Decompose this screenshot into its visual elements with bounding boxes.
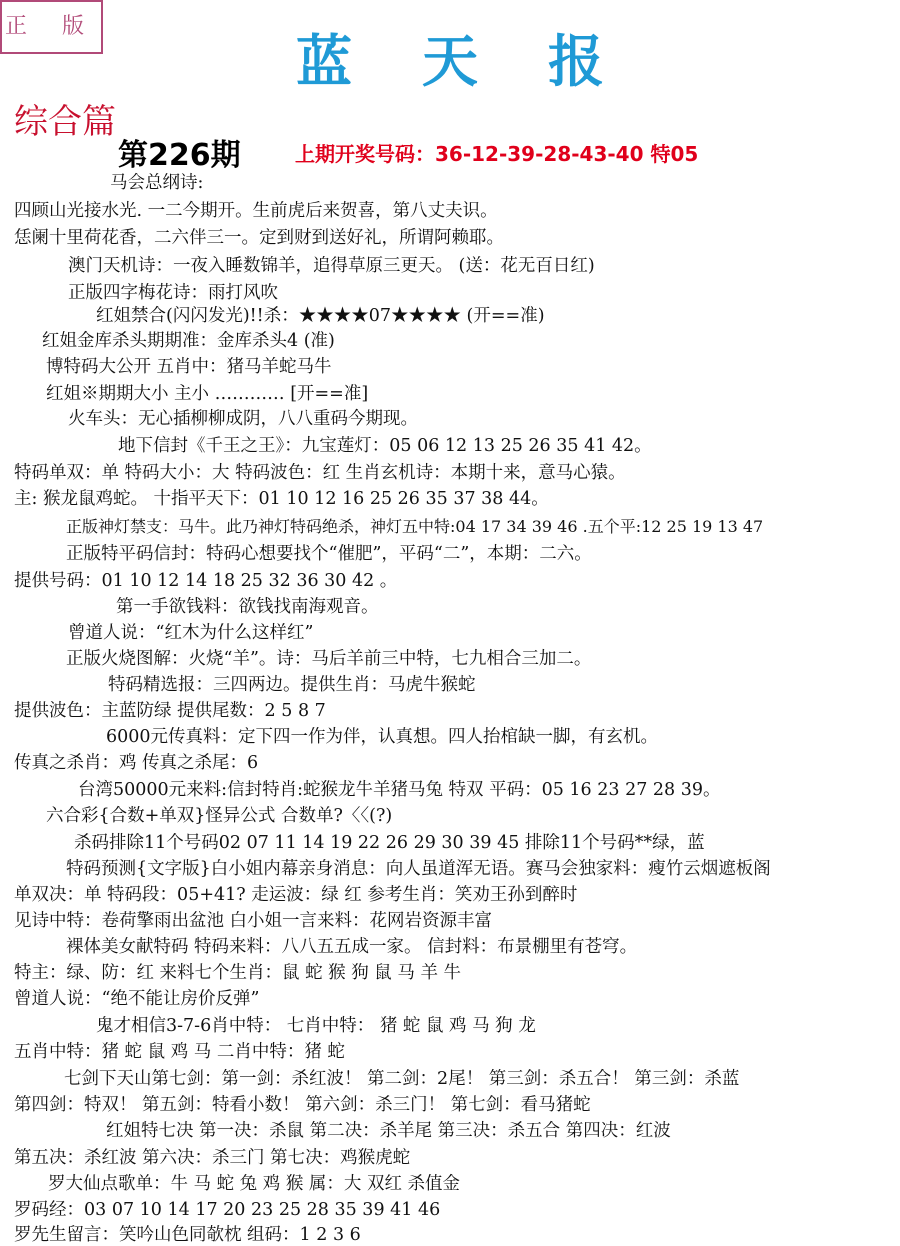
text-line: 正版火烧图解：火烧“羊”。诗：马后羊前三中特，七九相合三加二。	[66, 649, 592, 669]
issue-number: 第226期	[118, 138, 241, 173]
text-line: 正版四字梅花诗：雨打风吹	[68, 283, 278, 303]
text-line: 特主：绿、防：红 来料七个生肖：鼠 蛇 猴 狗 鼠 马 羊 牛	[14, 963, 462, 983]
text-line: 提供波色：主蓝防绿 提供尾数：2 5 8 7	[14, 701, 326, 721]
text-line: 红姐特七决 第一决：杀鼠 第二决：杀羊尾 第三决：杀五合 第四决：红波	[106, 1121, 671, 1141]
text-line: 6000元传真料：定下四一作为伴，认真想。四人抬棺缺一脚，有玄机。	[106, 727, 659, 747]
text-line: 杀码排除11个号码02 07 11 14 19 22 26 29 30 39 45 排除11个号码**绿，蓝	[74, 833, 705, 853]
text-line: 七剑下天山第七剑：第一剑：杀红波！ 第二剑：2尾！ 第三剑：杀五合！ 第三剑：杀蓝	[64, 1069, 740, 1089]
text-line: 曾道人说：“绝不能让房价反弹”	[14, 989, 260, 1009]
text-line: 五肖中特：猪 蛇 鼠 鸡 马 二肖中特：猪 蛇	[14, 1042, 345, 1062]
text-line: 第四剑：特双！ 第五剑：特看小数！ 第六剑：杀三门！ 第七剑：看马猪蛇	[14, 1095, 591, 1115]
page-title: 蓝天报	[296, 29, 674, 95]
text-line: 正版神灯禁支：马牛。此乃神灯特码绝杀，神灯五中特:04 17 34 39 46 .五个平:12 25 19 13 47	[66, 517, 764, 536]
last-draw-numbers: 上期开奖号码：36-12-39-28-43-40 特05	[295, 142, 699, 166]
text-line: 四顾山光接水光. 一二今期开。生前虎后来贺喜，第八丈夫识。	[14, 201, 498, 221]
text-line: 六合彩{合数+单双}怪异公式 合数单?〈〈(?)	[46, 806, 393, 826]
text-line: 曾道人说：“红木为什么这样红”	[68, 623, 314, 643]
text-line: 罗码经：03 07 10 14 17 20 23 25 28 35 39 41 46	[14, 1200, 441, 1220]
text-line: 恁阑十里荷花香，二六伴三一。定到财到送好礼，所谓阿赖耶。	[14, 228, 504, 248]
text-line: 特码精选报：三四两边。提供生肖：马虎牛猴蛇	[108, 675, 476, 695]
text-line: 罗大仙点歌单：牛 马 蛇 兔 鸡 猴 属：大 双红 杀值金	[48, 1174, 461, 1194]
text-line: 特码单双：单 特码大小：大 特码波色：红 生肖玄机诗：本期十来，意马心猿。	[14, 463, 626, 483]
text-line: 第一手欲钱料：欲钱找南海观音。	[116, 597, 379, 617]
text-line: 罗先生留言：笑吟山色同欹枕 组码：1 2 3 6	[14, 1225, 361, 1245]
text-line: 正版特平码信封：特码心想要找个“催肥”，平码“二”，本期：二六。	[66, 544, 592, 564]
text-line: 见诗中特：卷荷擎雨出盆池 白小姐一言来料：花网岩资源丰富	[14, 911, 493, 931]
text-line: 澳门天机诗：一夜入睡数锦羊，追得草原三更天。 (送：花无百日红)	[68, 256, 595, 276]
text-line: 特码预测{文字版}白小姐内幕亲身消息：向人虽道浑无语。赛马会独家料：瘦竹云烟遮板阁	[66, 859, 771, 879]
text-line: 第五决：杀红波 第六决：杀三门 第七决：鸡猴虎蛇	[14, 1148, 411, 1168]
text-line: 台湾50000元来料:信封特肖:蛇猴龙牛羊猪马兔 特双 平码：05 16 23 27 28 39。	[78, 780, 721, 800]
text-line: 地下信封《千王之王》：九宝莲灯：05 06 12 13 25 26 35 41 42。	[118, 436, 652, 456]
authentic-stamp: 正 版	[0, 0, 103, 54]
text-line: 马会总纲诗:	[110, 173, 204, 193]
text-line: 主: 猴龙鼠鸡蛇。 十指平天下：01 10 12 16 25 26 35 37 38 44。	[14, 489, 549, 509]
text-line: 火车头：无心插柳柳成阴，八八重码今期现。	[68, 409, 418, 429]
section-heading: 综合篇	[14, 102, 116, 142]
text-line: 红姐禁合(闪闪发光)!!杀：★★★★07★★★★ (开==准)	[96, 306, 545, 326]
text-line: 提供号码：01 10 12 14 18 25 32 36 30 42 。	[14, 571, 398, 591]
text-line: 博特码大公开 五肖中：猪马羊蛇马牛	[46, 357, 332, 377]
text-line: 红姐金库杀头期期准：金库杀头4 (准)	[42, 331, 335, 351]
text-line: 鬼才相信3-7-6肖中特： 七肖中特： 猪 蛇 鼠 鸡 马 狗 龙	[96, 1016, 536, 1036]
text-line: 红姐※期期大小 主小 ………… [开==准]	[46, 384, 369, 404]
text-line: 传真之杀肖：鸡 传真之杀尾：6	[14, 753, 259, 773]
text-line: 裸体美女献特码 特码来料：八八五五成一家。 信封料：布景棚里有苍穹。	[66, 937, 638, 957]
text-line: 单双决：单 特码段：05+41? 走运波：绿 红 参考生肖：笑劝王孙到醉时	[14, 885, 578, 905]
